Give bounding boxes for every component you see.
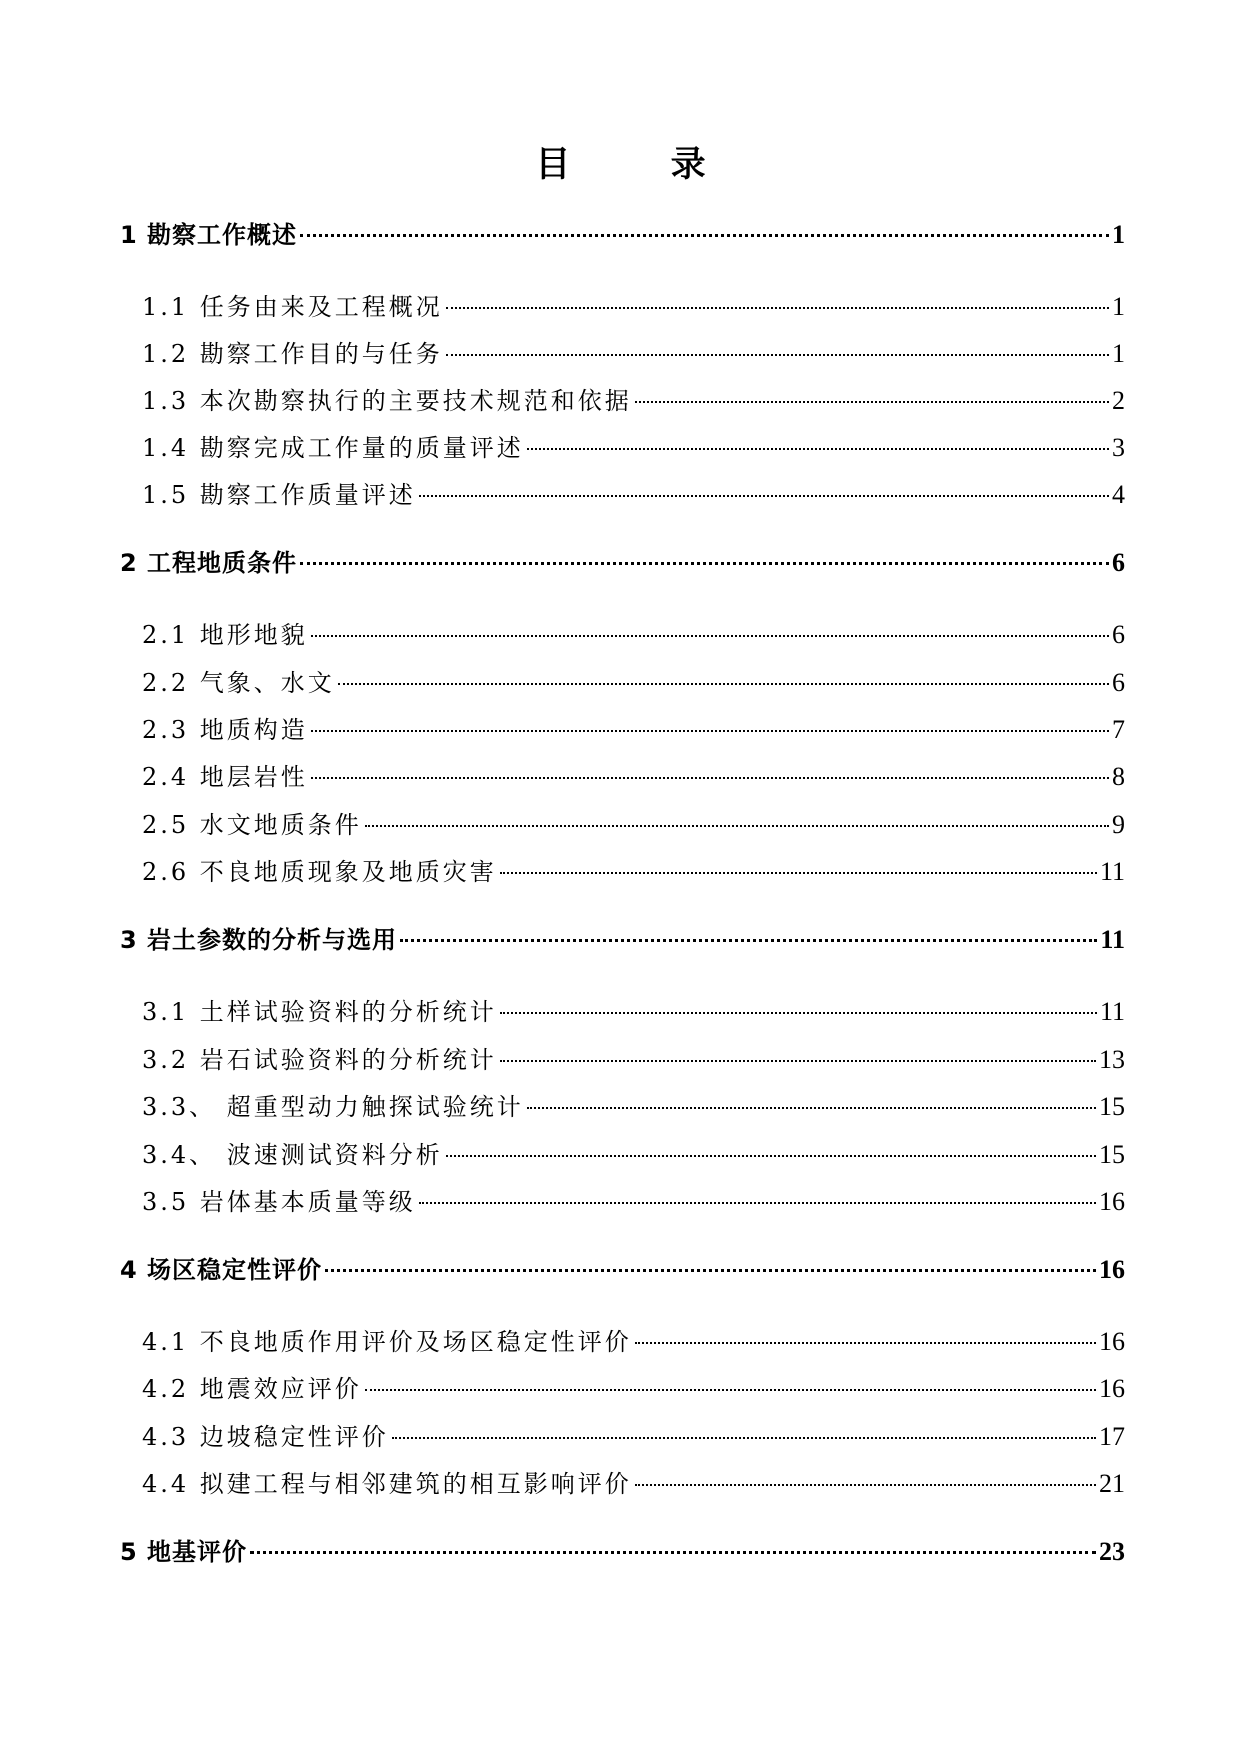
toc-entry-label: 2.3 地质构造 [142, 716, 308, 744]
toc-dot-leader [325, 1269, 1096, 1272]
toc-entry-label: 4.4 拟建工程与相邻建筑的相互影响评价 [142, 1470, 632, 1498]
toc-dot-leader [446, 1155, 1096, 1157]
toc-section-entry[interactable] [142, 757, 1125, 797]
toc-page-number: 21 [1099, 1469, 1125, 1498]
toc-dot-leader [311, 730, 1109, 732]
toc-page-number: 3 [1112, 433, 1125, 462]
toc-page-number: 1 [1112, 339, 1125, 368]
toc-chapter-entry[interactable] [120, 543, 1125, 583]
toc-dot-leader [311, 635, 1109, 637]
toc-entry-label: 2.1 地形地貌 [142, 621, 308, 649]
toc-dot-leader [400, 939, 1097, 942]
toc-page-number: 11 [1100, 925, 1125, 954]
toc-chapter-entry[interactable] [120, 1250, 1125, 1290]
toc-entry-label: 3.4、 波速测试资料分析 [142, 1141, 443, 1169]
toc-entry-label: 3.5 岩体基本质量等级 [142, 1188, 416, 1216]
toc-section-entry[interactable] [142, 1040, 1125, 1080]
toc-chapter-entry[interactable] [120, 215, 1125, 255]
toc-page-number: 4 [1112, 480, 1125, 509]
toc-page-number: 11 [1099, 997, 1125, 1026]
toc-entry-label: 1.4 勘察完成工作量的质量评述 [142, 434, 524, 462]
toc-section-entry[interactable] [142, 428, 1125, 468]
toc-dot-leader [338, 683, 1109, 685]
toc-page-number: 16 [1099, 1374, 1125, 1403]
toc-page-number: 1 [1112, 292, 1125, 321]
toc-section-entry[interactable] [142, 852, 1125, 892]
toc-section-entry[interactable] [142, 287, 1125, 327]
toc-dot-leader [500, 1012, 1097, 1014]
toc-section-entry[interactable] [142, 992, 1125, 1032]
toc-dot-leader [500, 872, 1097, 874]
toc-page-number: 9 [1112, 810, 1125, 839]
toc-entry-label: 2 工程地质条件 [120, 549, 298, 577]
toc-entry-label: 1.3 本次勘察执行的主要技术规范和依据 [142, 387, 632, 415]
toc-page-number: 16 [1099, 1187, 1125, 1216]
toc-entry-label: 1 勘察工作概述 [120, 221, 298, 249]
toc-entry-label: 1.2 勘察工作目的与任务 [142, 340, 443, 368]
toc-section-entry[interactable] [142, 1087, 1125, 1127]
toc-dot-leader [500, 1060, 1096, 1062]
toc-page-number: 8 [1112, 762, 1125, 791]
toc-section-entry[interactable] [142, 1322, 1125, 1362]
toc-page-number: 15 [1099, 1140, 1125, 1169]
toc-chapter-entry[interactable] [120, 1532, 1125, 1572]
toc-dot-leader [527, 1107, 1096, 1109]
toc-section-entry[interactable] [142, 615, 1125, 655]
toc-page-number: 23 [1099, 1537, 1125, 1566]
toc-dot-leader [311, 777, 1109, 779]
toc-dot-leader [635, 401, 1109, 403]
toc-page-number: 2 [1112, 386, 1125, 415]
toc-section-entry[interactable] [142, 1464, 1125, 1504]
toc-page-number: 16 [1099, 1327, 1125, 1356]
toc-entry-label: 2.5 水文地质条件 [142, 811, 362, 839]
toc-entry-label: 3 岩土参数的分析与选用 [120, 926, 398, 954]
page-title: 目 录 [535, 145, 750, 185]
toc-dot-leader [250, 1551, 1096, 1554]
toc-section-entry[interactable] [142, 334, 1125, 374]
toc-section-entry[interactable] [142, 1135, 1125, 1175]
toc-dot-leader [365, 825, 1109, 827]
toc-chapter-entry[interactable] [120, 920, 1125, 960]
toc-dot-leader [527, 448, 1109, 450]
toc-section-entry[interactable] [142, 663, 1125, 703]
toc-entry-label: 3.2 岩石试验资料的分析统计 [142, 1046, 497, 1074]
toc-entry-label: 2.6 不良地质现象及地质灾害 [142, 858, 497, 886]
toc-section-entry[interactable] [142, 1369, 1125, 1409]
toc-page-number: 11 [1099, 857, 1125, 886]
toc-entry-label: 4.2 地震效应评价 [142, 1375, 362, 1403]
toc-section-entry[interactable] [142, 710, 1125, 750]
toc-section-entry[interactable] [142, 475, 1125, 515]
toc-entry-label: 1.1 任务由来及工程概况 [142, 293, 443, 321]
toc-dot-leader [419, 495, 1109, 497]
toc-page-number: 6 [1112, 548, 1125, 577]
toc-dot-leader [300, 234, 1109, 237]
toc-page-number: 1 [1112, 220, 1125, 249]
toc-page-number: 15 [1099, 1092, 1125, 1121]
toc-dot-leader [635, 1342, 1096, 1344]
toc-dot-leader [635, 1484, 1096, 1486]
toc-entry-label: 5 地基评价 [120, 1538, 248, 1566]
toc-section-entry[interactable] [142, 1417, 1125, 1457]
toc-page-number: 16 [1099, 1255, 1125, 1284]
toc-entry-label: 2.2 气象、水文 [142, 669, 335, 697]
toc-page-number: 17 [1099, 1422, 1125, 1451]
toc-entry-label: 4 场区稳定性评价 [120, 1256, 323, 1284]
toc-page-number: 6 [1112, 620, 1125, 649]
toc-dot-leader [446, 307, 1109, 309]
toc-dot-leader [419, 1202, 1096, 1204]
toc-entry-label: 3.3、 超重型动力触探试验统计 [142, 1093, 524, 1121]
toc-entry-label: 4.1 不良地质作用评价及场区稳定性评价 [142, 1328, 632, 1356]
toc-dot-leader [300, 562, 1109, 565]
toc-section-entry[interactable] [142, 805, 1125, 845]
toc-page-number: 7 [1112, 715, 1125, 744]
toc-section-entry[interactable] [142, 1182, 1125, 1222]
toc-dot-leader [365, 1389, 1096, 1391]
toc-entry-label: 2.4 地层岩性 [142, 763, 308, 791]
toc-page-number: 6 [1112, 668, 1125, 697]
toc-entry-label: 3.1 土样试验资料的分析统计 [142, 998, 497, 1026]
toc-entry-label: 1.5 勘察工作质量评述 [142, 481, 416, 509]
toc-dot-leader [392, 1437, 1096, 1439]
toc-entry-label: 4.3 边坡稳定性评价 [142, 1423, 389, 1451]
toc-page-number: 13 [1099, 1045, 1125, 1074]
toc-dot-leader [446, 354, 1109, 356]
toc-section-entry[interactable] [142, 381, 1125, 421]
